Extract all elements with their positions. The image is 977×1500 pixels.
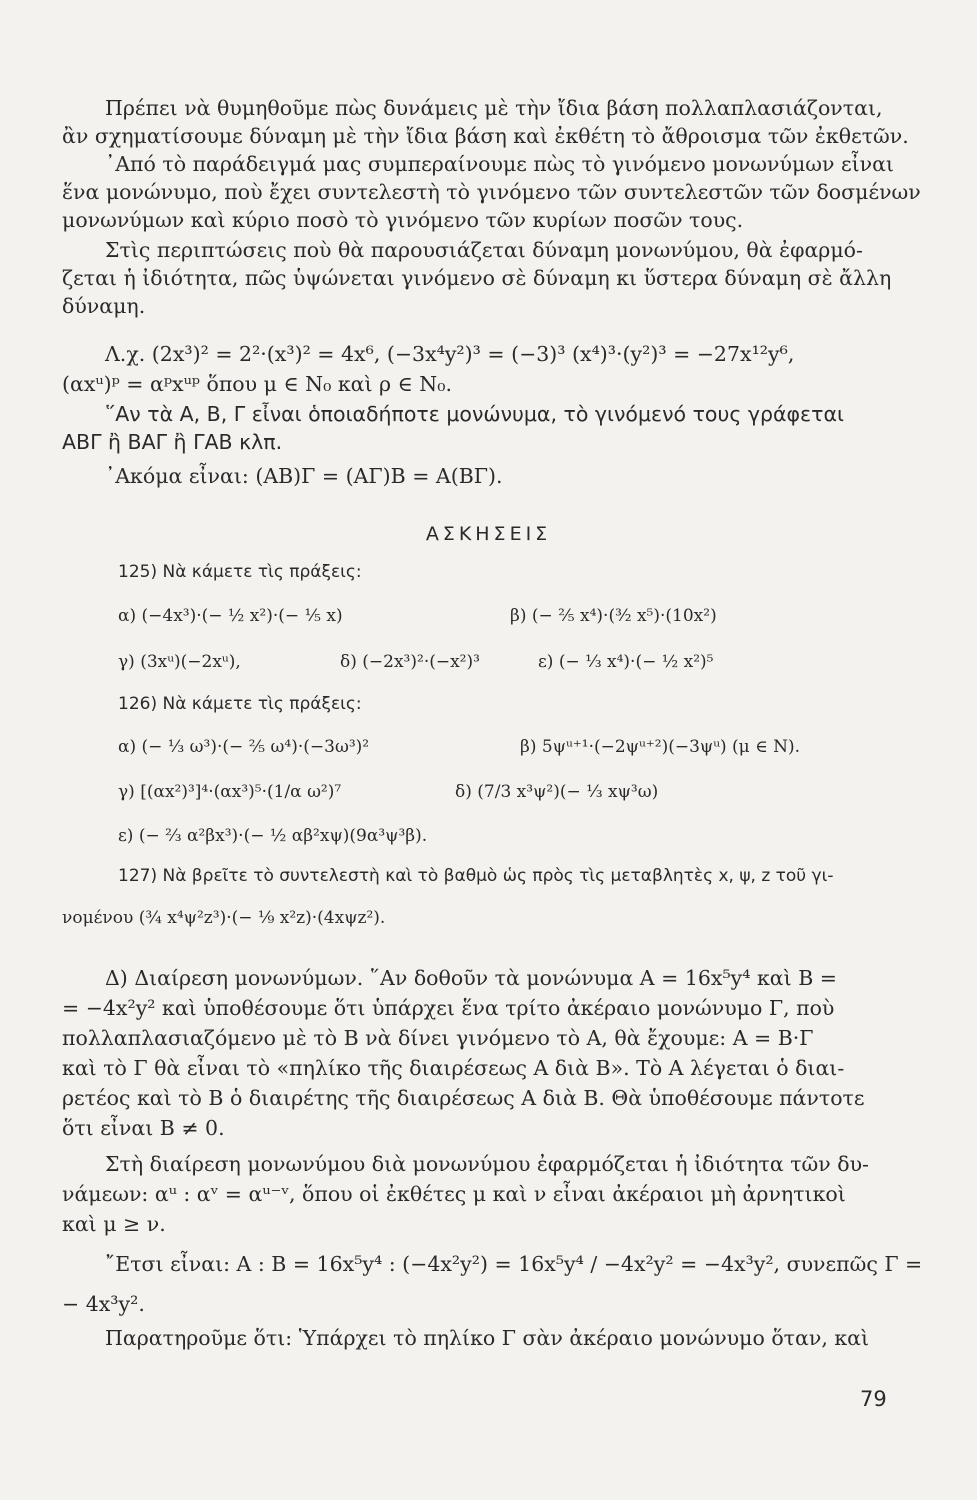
text-line: ζεται ἡ ἰδιότητα, πῶς ὑψώνεται γινόμενο σὲ δύναμη κι ὕστερα δύναμη σὲ ἄλλη [62,266,892,290]
formula-line: ῎Ετσι εἶναι: Α : Β = 16x⁵y⁴ : (−4x²y²) = 16x⁵y⁴ / −4x²y² = −4x³y², συνεπῶς Γ = [105,1252,923,1276]
exercise-item: νομένου (¾ x⁴ψ²z³)·(− ⅑ x²z)·(4xψz²). [62,908,386,928]
text-line: ῞Αν τὰ Α, Β, Γ εἶναι ὁποιαδήποτε μονώνυμα, τὸ γινόμενό τους γράφεται [105,402,844,426]
exercise-item: β) 5ψᵘ⁺¹·(−2ψᵘ⁺²)(−3ψᵘ) (μ ∈ N). [520,737,801,757]
text-line: Πρέπει νὰ θυμηθοῦμε πὼς δυνάμεις μὲ τὴν ἴδια βάση πολλαπλασιάζονται, [105,96,883,120]
exercise-item: α) (− ⅓ ω³)·(− ⅖ ω⁴)·(−3ω³)² [118,737,370,757]
text-line: ὅτι εἶναι Β ≠ 0. [62,1116,225,1140]
text-line: καὶ μ ≥ ν. [62,1212,166,1236]
text-line: Στὶς περιπτώσεις ποὺ θὰ παρουσιάζεται δύναμη μονωνύμου, θὰ ἐφαρμό- [105,238,863,262]
exercise-item: γ) [(αx²)³]⁴·(αx³)⁵·(1/α ω²)⁷ [118,782,342,802]
exercise-item: ε) (− ⅓ x⁴)·(− ½ x²)⁵ [538,652,714,672]
section-heading: ΑΣΚΗΣΕΙΣ [425,523,552,545]
text-line: ρετέος καὶ τὸ Β ὁ διαιρέτης τῆς διαιρέσεως Α διὰ Β. Θὰ ὑποθέσουμε πάντοτε [62,1086,865,1110]
exercise-item: α) (−4x³)·(− ½ x²)·(− ⅕ x) [118,606,343,626]
text-line: καὶ τὸ Γ θὰ εἶναι τὸ «πηλίκο τῆς διαιρέσεως Α διὰ Β». Τὸ Α λέγεται ὁ διαι- [62,1056,845,1080]
exercise-item: δ) (−2x³)²·(−x²)³ [340,652,480,672]
text-line: ᾿Από τὸ παράδειγμά μας συμπεραίνουμε πὼς τὸ γινόμενο μονωνύμων εἶναι [105,152,894,176]
text-line: Παρατηροῦμε ὅτι: Ὑπάρχει τὸ πηλίκο Γ σὰν ἀκέραιο μονώνυμο ὅταν, καὶ [105,1326,870,1350]
formula-line: Λ.χ. (2x³)² = 2²·(x³)² = 4x⁶, (−3x⁴y²)³ = (−3)³ (x⁴)³·(y²)³ = −27x¹²y⁶, [105,342,795,366]
formula-line: (αxᵘ)ᵖ = αᵖxᵘᵖ ὅπου μ ∈ N₀ καὶ ρ ∈ N₀. [62,372,452,396]
text-line: ἂν σχηματίσουμε δύναμη μὲ τὴν ἴδια βάση καὶ ἐκθέτη τὸ ἄθροισμα τῶν ἐκθετῶν. [62,124,909,148]
text-line: νάμεων: αᵘ : αᵛ = αᵘ⁻ᵛ, ὅπου οἱ ἐκθέτες μ καὶ ν εἶναι ἀκέραιοι μὴ ἀρνητικοὶ [62,1182,846,1206]
exercise-item: γ) (3xᵘ)(−2xᵘ), [118,652,241,672]
exercise-item: ε) (− ⅔ α²βx³)·(− ½ αβ²xψ)(9α³ψ³β). [118,826,428,846]
exercise-item: δ) (7/3 x³ψ²)(− ⅓ xψ³ω) [455,782,659,802]
text-line: − 4x³y². [62,1292,145,1316]
page-number: 79 [860,1387,887,1411]
text-line: δύναμη. [62,294,146,318]
text-line: = −4x²y² καὶ ὑποθέσουμε ὅτι ὑπάρχει ἕνα τρίτο ἀκέραιο μονώνυμο Γ, ποὺ [62,996,835,1020]
exercise-title: 125) Νὰ κάμετε τὶς πράξεις: [118,562,362,582]
text-line: πολλαπλασιαζόμενο μὲ τὸ Β νὰ δίνει γινόμενο τὸ Α, θὰ ἔχουμε: Α = Β·Γ [62,1026,814,1050]
text-line: ἕνα μονώνυμο, ποὺ ἔχει συντελεστὴ τὸ γινόμενο τῶν συντελεστῶν τῶν δοσμένων [62,180,921,204]
text-line: Στὴ διαίρεση μονωνύμου διὰ μονωνύμου ἐφαρμόζεται ἡ ἰδιότητα τῶν δυ- [105,1152,869,1176]
text-line: ᾿Ακόμα εἶναι: (ΑΒ)Γ = (ΑΓ)Β = Α(ΒΓ). [105,464,503,488]
text-line: μονωνύμων καὶ κύριο ποσὸ τὸ γινόμενο τῶν κυρίων ποσῶν τους. [62,208,744,232]
text-line: ΑΒΓ ἢ ΒΑΓ ἢ ΓΑΒ κλπ. [62,430,283,454]
exercise-title: 127) Νὰ βρεῖτε τὸ συντελεστὴ καὶ τὸ βαθμὸ ὡς πρὸς τὶς μεταβλητὲς x, ψ, z τοῦ γι- [118,866,834,886]
exercise-title: 126) Νὰ κάμετε τὶς πράξεις: [118,694,362,714]
exercise-item: β) (− ⅖ x⁴)·(³⁄₂ x⁵)·(10x²) [510,606,717,626]
text-line: Δ) Διαίρεση μονωνύμων. ῞Αν δοθοῦν τὰ μονώνυμα Α = 16x⁵y⁴ καὶ Β = [105,966,837,990]
